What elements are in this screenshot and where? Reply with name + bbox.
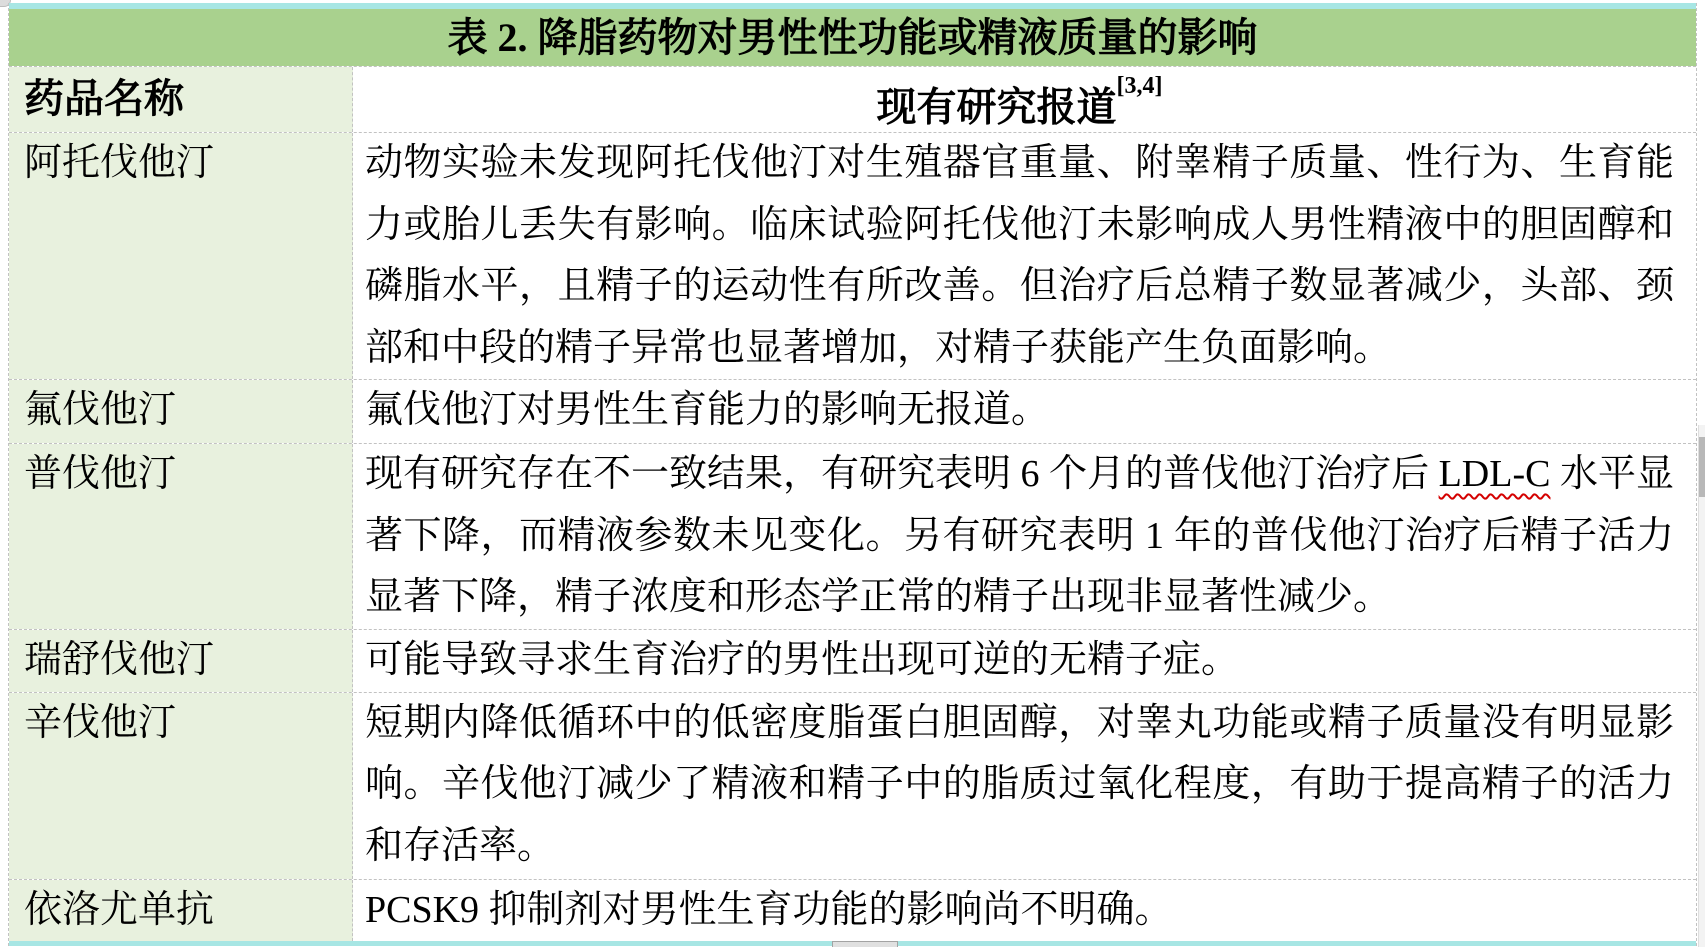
vertical-scrollbar-thumb[interactable] [1699,437,1705,497]
report-text: 氟伐他汀对男性生育能力的影响无报道。 [365,389,1050,431]
report-cell[interactable] [353,444,1696,629]
column-header-drug-name[interactable] [9,67,353,132]
report-cell[interactable] [353,630,1696,692]
report-cell[interactable] [353,880,1696,942]
column-header-report[interactable] [353,67,1696,132]
table-caption-row[interactable] [9,9,1696,66]
drug-name-label: 普伐他汀 [24,453,177,495]
table-row-rosuvastatin [9,629,1696,692]
drug-name-label: 辛伐他汀 [24,701,177,744]
drug-name-cell[interactable] [9,880,353,942]
table-row-evolocumab [9,879,1696,942]
report-text: 动物实验未发现阿托伐他汀对生殖器官重量、附睾精子质量、性行为、生育能力或胎儿丢失有影响。临床试验阿托伐他汀未影响成人男性精液中的胆固醇和磷脂水平，且精子的运动性有所改善。但治疗后总精子数显著减少，头部、颈部和中段的精子异常也显著增加，对精子获能产生负面影响。 [365,142,1674,369]
drug-name-header-label: 药品名称 [24,76,184,121]
table-caption: 表 2. 降脂药物对男性性功能或精液质量的影响 [447,15,1258,60]
drug-name-label: 阿托伐他汀 [24,142,215,184]
report-text-after: 水平显著下降，而精液参数未见变化。另有研究表明 1 年的普伐他汀治疗后精子活力显著下降，精子浓度和形态学正常的精子出现非显著性减少。 [365,453,1674,618]
report-cell[interactable] [353,133,1696,379]
report-text: 短期内降低循环中的低密度脂蛋白胆固醇，对睾丸功能或精子质量没有明显影响。辛伐他汀减少了精液和精子中的脂质过氧化程度，有助于提高精子的活力和存活率。 [365,701,1674,867]
table-row-atorvastatin [9,132,1696,379]
spellcheck-underlined-term: LDL-C [1438,453,1551,495]
drug-name-cell[interactable] [9,630,353,692]
vertical-scrollbar[interactable] [1698,425,1705,947]
report-text-before: 现有研究存在不一致结果，有研究表明 6 个月的普伐他汀治疗后 [365,453,1439,495]
drug-name-label: 氟伐他汀 [24,389,177,431]
report-cell[interactable] [353,693,1696,879]
drug-name-label: 依洛尤单抗 [24,888,215,931]
report-text: PCSK9 抑制剂对男性生育功能的影响尚不明确。 [365,888,1173,931]
drug-name-cell[interactable] [9,133,353,379]
drug-name-label: 瑞舒伐他汀 [24,638,215,681]
report-text: 可能导致寻求生育治疗的男性出现可逆的无精子症。 [365,638,1240,681]
table-row-pravastatin [9,443,1696,629]
reference-superscript: [3,4] [1116,73,1163,99]
drug-effects-table [8,3,1697,946]
table-header-row [9,66,1696,132]
drug-name-cell[interactable] [9,444,353,629]
table-row-simvastatin [9,692,1696,879]
horizontal-scrollbar-thumb[interactable] [832,941,898,947]
report-header-label: 现有研究报道 [876,84,1117,130]
drug-name-cell[interactable] [9,693,353,879]
table-row-fluvastatin [9,379,1696,443]
report-cell[interactable] [353,380,1696,443]
drug-name-cell[interactable] [9,380,353,443]
